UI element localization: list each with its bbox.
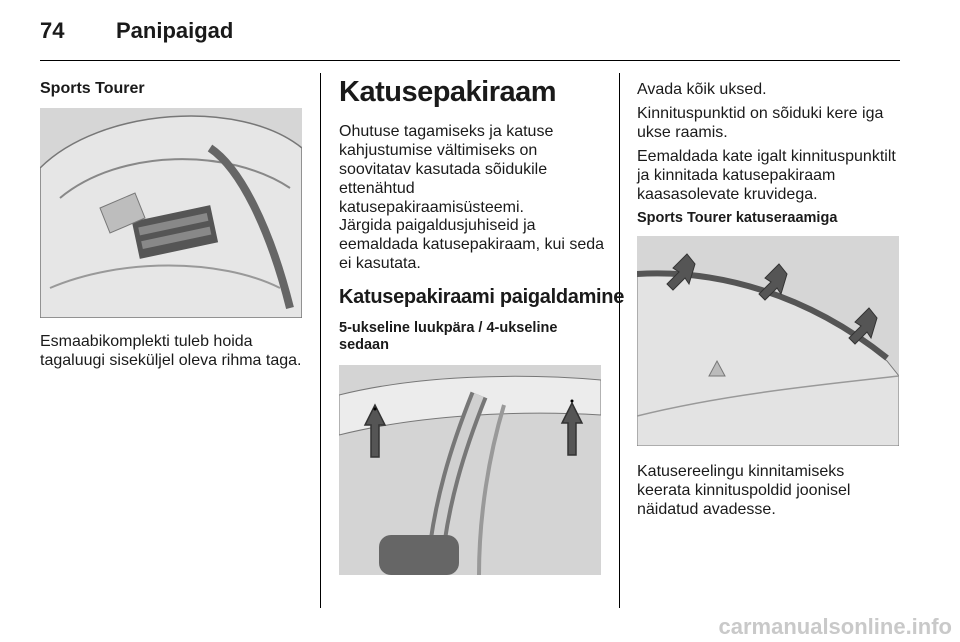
sports-tourer-roof-rack-heading: Sports Tourer katuseraamiga xyxy=(637,210,838,226)
page-number: 74 xyxy=(40,18,65,43)
roof-rack-para-2: Järgida paigaldusjuhiseid ja eemaldada katusepakiraam, kui seda ei kasutata. xyxy=(339,217,605,272)
first-aid-kit-illustration xyxy=(40,108,302,318)
open-doors-text: Avada kõik uksed. xyxy=(637,81,767,98)
roof-rail-illustration xyxy=(637,236,899,446)
remove-cover-text: Eemaldada kate igalt kinnituspunktilt ja kinnitada katusepakiraam kaasasolevate kruvidega. xyxy=(637,148,896,203)
watermark: carmanualsonline.info xyxy=(718,614,952,639)
column-divider xyxy=(619,73,620,608)
roof-rail-caption: Katusereelingu kinnitamiseks keerata kinnituspoldid joonisel näidatud avadesse. xyxy=(637,463,851,518)
column-divider xyxy=(320,73,321,608)
header-rule xyxy=(40,60,900,61)
first-aid-caption: Esmaabikomplekti tuleb hoida tagaluugi siseküljel oleva rihma taga. xyxy=(40,333,302,369)
sports-tourer-heading: Sports Tourer xyxy=(40,80,145,97)
installation-subtitle: Katusepakiraami paigaldamine xyxy=(339,286,625,308)
roof-rack-title: Katusepakiraam xyxy=(339,76,557,108)
roof-rack-para-1: Ohutuse tagamiseks ja katuse kahjustumise vältimiseks on soovitatav kasutada sõidukile ettenähtud katusepakiraamisüsteemi. xyxy=(339,123,554,216)
mounting-points-text: Kinnituspunktid on sõiduki kere iga ukse raamis. xyxy=(637,105,884,141)
hatchback-sedan-heading: 5-ukseline luukpära / 4-ukseline sedaan xyxy=(339,320,558,353)
section-title: Panipaigad xyxy=(116,18,234,43)
sedan-mounting-points-illustration xyxy=(339,365,601,575)
